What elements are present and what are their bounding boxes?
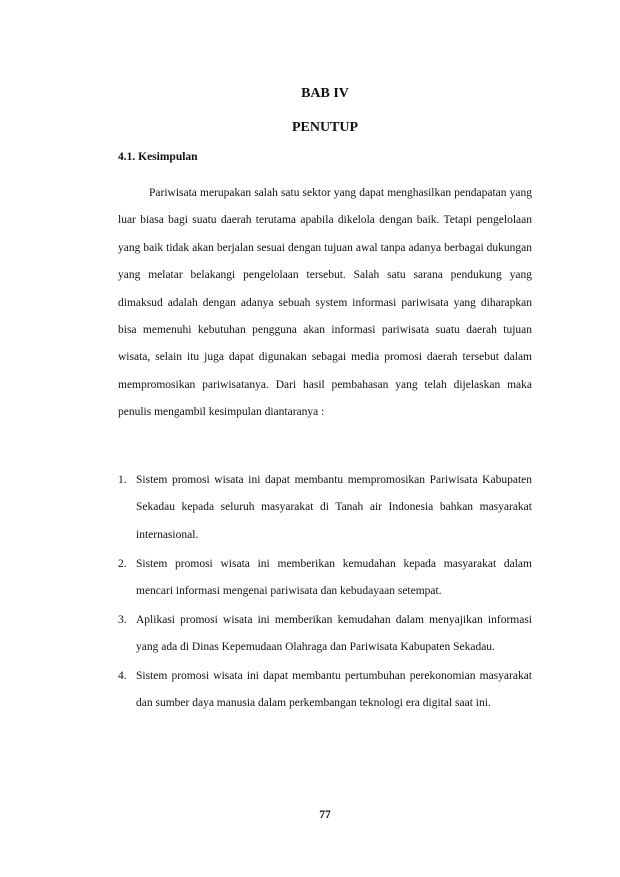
chapter-number: BAB IV: [301, 86, 349, 101]
list-item-number: 3.: [118, 613, 127, 626]
chapter-title: PENUTUP: [291, 120, 359, 135]
page-number: 77: [319, 809, 331, 821]
section-heading: 4.1. Kesimpulan: [118, 151, 198, 163]
list-item: [118, 607, 532, 662]
list-item: [118, 467, 532, 549]
list-item-text: Sistem promosi wisata ini memberikan kemudahan kepada masyarakat dalam mencari informasi mengenai pariwisata dan kebudayaan setempat.: [136, 557, 532, 597]
list-item: [118, 551, 532, 606]
list-item: [118, 663, 532, 718]
conclusion-list: [118, 467, 532, 719]
list-item-number: 2.: [118, 557, 127, 570]
list-item-text: Sistem promosi wisata ini dapat membantu mempromosikan Pariwisata Kabupaten Sekadau kepada seluruh masyarakat di Tanah air Indonesia bahkan masyarakat internasional.: [136, 474, 532, 541]
list-item-text: Aplikasi promosi wisata ini memberikan kemudahan dalam menyajikan informasi yang ada di Dinas Kepemudaan Olahraga dan Pariwisata Kabupaten Sekadau.: [136, 613, 532, 654]
list-item-number: 4.: [118, 669, 127, 682]
list-item-number: 1.: [118, 474, 127, 486]
list-item-text: Sistem promosi wisata ini dapat membantu pertumbuhan perekonomian masyarakat dan sumber daya manusia dalam perkembangan teknologi era digital saat ini.: [136, 669, 532, 710]
body-paragraph: Pariwisata merupakan salah satu sektor yang dapat menghasilkan pendapatan yang luar biasa bagi suatu daerah terutama apabila dikelola dengan baik. Tetapi pengelolaan yang baik tidak akan berjalan sesuai dengan tujuan awal tanpa adanya berbagai dukungan yang melatar belakangi pengelolaan tersebut. Salah satu sarana pendukung yang dimaksud adalah dengan adanya sebuah system informasi pariwisata yang diharapkan bisa memenuhi kebutuhan pengguna akan informasi pariwisata suatu daerah tujuan wisata, selain itu juga dapat digunakan sebagai media promosi daerah tersebut dalam mempromosikan pariwisatanya. Dari hasil pembahasan yang telah dijelaskan maka penulis mengambil kesimpulan diantaranya :: [118, 187, 532, 419]
